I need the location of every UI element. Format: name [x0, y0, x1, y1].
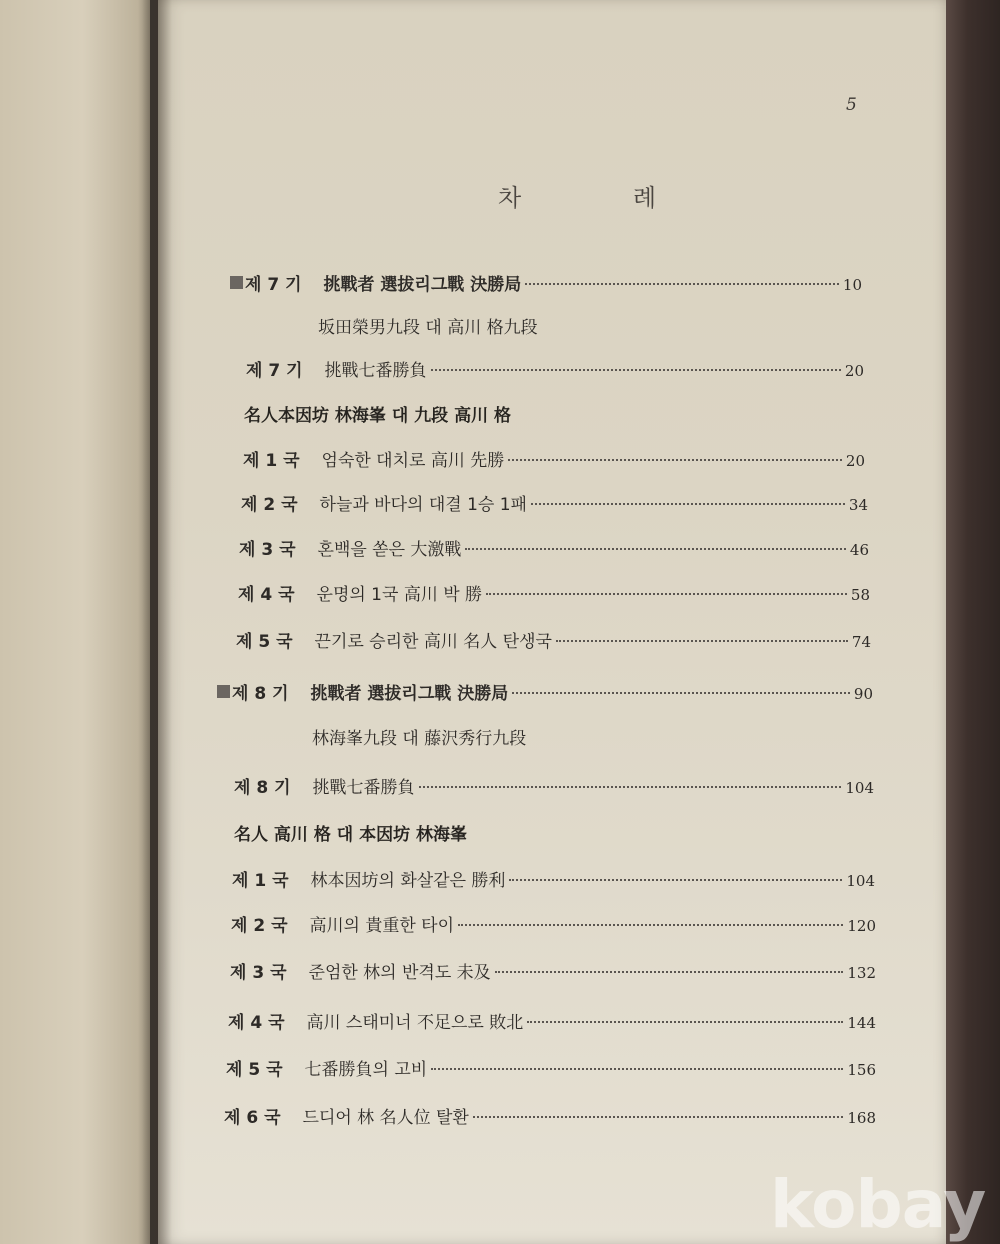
dot-leader: [527, 1021, 843, 1023]
entry-page: 132: [847, 964, 876, 982]
entry-label: 제 6 국: [224, 1108, 281, 1128]
entry-text: 준엄한 林의 반격도 未及: [308, 963, 491, 983]
toc-entry: [217, 679, 873, 704]
toc-entry: [243, 446, 865, 471]
entry-page: 90: [853, 685, 873, 703]
toc-entry: [228, 1008, 876, 1033]
entry-label: 제 1 국: [243, 451, 300, 471]
entry-page: 58: [850, 586, 870, 604]
entry-text: 하늘과 바다의 대결 1승 1패: [319, 495, 527, 515]
entry-page: 168: [847, 1109, 876, 1127]
section-marker-icon: [230, 276, 243, 289]
entry-text: 高川 스태미너 不足으로 敗北: [306, 1013, 524, 1033]
toc-entry: [238, 580, 870, 605]
entry-page: 20: [844, 362, 864, 380]
entry-label: 제 7 기: [245, 275, 302, 295]
entry-label: 제 3 국: [230, 963, 287, 983]
dot-leader: [508, 459, 842, 461]
left-page: [0, 0, 150, 1244]
toc-entry: [224, 1103, 876, 1128]
entry-text: 林本因坊의 화살같은 勝利: [310, 871, 506, 891]
toc-entry: [236, 627, 871, 652]
entry-text: 운명의 1국 高川 박 勝: [316, 585, 483, 605]
entry-text: 끈기로 승리한 高川 名人 탄생국: [314, 632, 552, 652]
entry-page: 46: [849, 541, 869, 559]
entry-page: 120: [847, 917, 876, 935]
entry-page: 144: [847, 1014, 876, 1032]
book-gutter: [142, 0, 172, 1244]
entry-page: 104: [845, 779, 874, 797]
page-number: 5: [846, 95, 857, 115]
entry-text: 七番勝負의 고비: [304, 1060, 428, 1080]
dot-leader: [512, 692, 850, 694]
entry-text: 高川의 貴重한 타이: [309, 916, 455, 936]
entry-page: 10: [842, 276, 862, 294]
entry-page: 34: [848, 496, 868, 514]
entry-label: 제 1 국: [232, 871, 289, 891]
entry-label: 제 3 국: [239, 540, 296, 560]
entry-page: 20: [845, 452, 865, 470]
match-heading: 名人 高川 格 대 本因坊 林海峯: [234, 825, 468, 845]
entry-text: 挑戰七番勝負: [324, 361, 427, 381]
entry-label: 제 8 기: [232, 684, 289, 704]
toc-entry: [246, 356, 864, 381]
toc-entry: [231, 911, 876, 936]
entry-label: 제 5 국: [226, 1060, 283, 1080]
dot-leader: [556, 640, 848, 642]
section-marker-icon: [217, 685, 230, 698]
dot-leader: [458, 924, 843, 926]
dot-leader: [495, 971, 844, 973]
dot-leader: [486, 593, 847, 595]
entry-text: 挑戰者 選拔리그戰 決勝局: [323, 275, 522, 295]
dot-leader: [509, 879, 842, 881]
entry-page: 74: [851, 633, 871, 651]
entry-label: 제 8 기: [234, 778, 291, 798]
entry-label: 제 2 국: [241, 495, 298, 515]
toc-entry: [232, 866, 875, 891]
dot-leader: [431, 369, 841, 371]
toc-entry: [230, 958, 876, 983]
toc-entry: [239, 535, 869, 560]
toc-title: 차 례: [498, 184, 708, 212]
entry-label: 제 7 기: [246, 361, 303, 381]
toc-entry: [226, 1055, 876, 1080]
entry-label: 제 4 국: [228, 1013, 285, 1033]
dot-leader: [531, 503, 845, 505]
dot-leader: [525, 283, 839, 285]
toc-entry: [230, 270, 862, 295]
entry-text: 挑戰者 選拔리그戰 決勝局: [310, 684, 509, 704]
dot-leader: [419, 786, 842, 788]
match-heading: 名人本因坊 林海峯 대 九段 高川 格: [244, 406, 512, 426]
match-players: 林海峯九段 대 藤沢秀行九段: [312, 729, 527, 749]
entry-text: 엄숙한 대치로 高川 先勝: [321, 451, 505, 471]
entry-text: 혼백을 쏟은 大激戰: [317, 540, 462, 560]
book-cover-edge: [946, 0, 1000, 1244]
entry-label: 제 5 국: [236, 632, 293, 652]
watermark: kobay: [770, 1166, 986, 1243]
toc-entry: [241, 490, 868, 515]
entry-label: 제 2 국: [231, 916, 288, 936]
match-players: 坂田榮男九段 대 高川 格九段: [318, 318, 538, 338]
entry-page: 104: [846, 872, 875, 890]
dot-leader: [431, 1068, 843, 1070]
entry-text: 挑戰七番勝負: [312, 778, 415, 798]
entry-label: 제 4 국: [238, 585, 295, 605]
dot-leader: [473, 1116, 844, 1118]
dot-leader: [465, 548, 845, 550]
entry-text: 드디어 林 名人位 탈환: [302, 1108, 469, 1128]
toc-entry: [234, 773, 874, 798]
entry-page: 156: [847, 1061, 876, 1079]
